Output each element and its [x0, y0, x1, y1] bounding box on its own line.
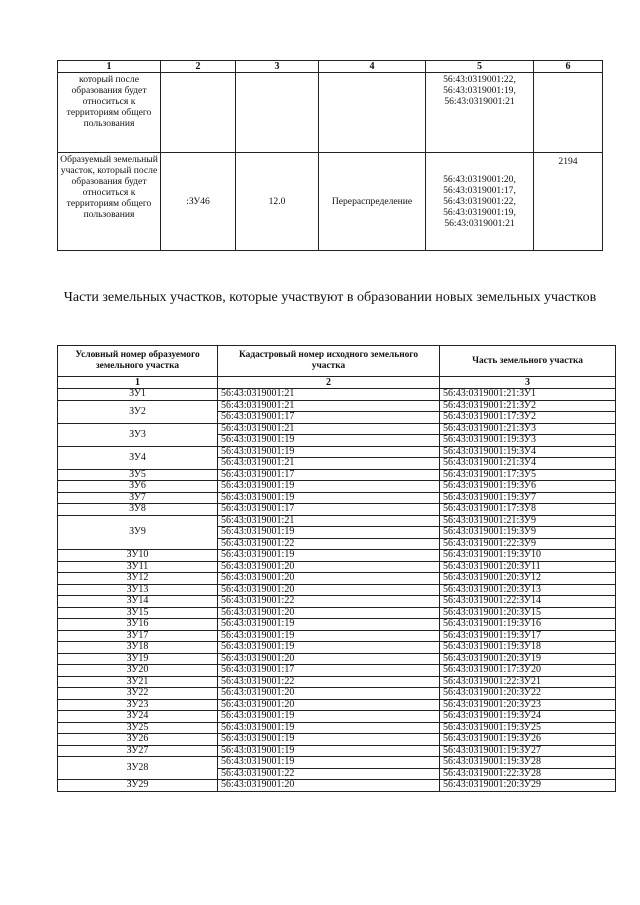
source-cadastral-numbers [426, 153, 534, 251]
source-cadastral-cell: 56:43:0319001:20 [218, 780, 440, 792]
col-number-2: 2 [218, 377, 440, 389]
source-cadastral-cell: 56:43:0319001:19 [218, 722, 440, 734]
table-row [58, 446, 616, 458]
table-row [58, 423, 616, 435]
land-part-cell: 56:43:0319001:19:ЗУ25 [440, 722, 616, 734]
col-number-5: 5 [426, 61, 534, 73]
plot-number-cell: ЗУ16 [58, 619, 218, 631]
land-part-cell: 56:43:0319001:22:ЗУ28 [440, 768, 616, 780]
plot-area: 12.0 [236, 153, 319, 251]
table-row [58, 596, 616, 608]
source-cadastral-numbers [426, 73, 534, 153]
land-part-cell: 56:43:0319001:21:ЗУ4 [440, 458, 616, 470]
table-row [58, 780, 616, 792]
plot-description: Образуемый земельный участок, который после образования будет относиться к территориям общего пользования [58, 153, 161, 251]
source-cadastral-cell: 56:43:0319001:19 [218, 446, 440, 458]
cadastral-number: 56:43:0319001:22, [443, 196, 516, 207]
land-part-cell: 56:43:0319001:19:ЗУ27 [440, 745, 616, 757]
source-cadastral-cell: 56:43:0319001:19 [218, 745, 440, 757]
land-part-cell: 56:43:0319001:21:ЗУ2 [440, 400, 616, 412]
source-cadastral-cell: 56:43:0319001:20 [218, 607, 440, 619]
plot-number-cell: ЗУ28 [58, 757, 218, 780]
table-row [58, 73, 603, 153]
table-row [58, 642, 616, 654]
table-row [58, 561, 616, 573]
table-row [58, 400, 616, 412]
source-cadastral-cell: 56:43:0319001:21 [218, 389, 440, 401]
table-row [58, 688, 616, 700]
plot-number-cell: ЗУ2 [58, 400, 218, 423]
table-row [58, 607, 616, 619]
col-number-3: 3 [236, 61, 319, 73]
table-row [58, 515, 616, 527]
land-part-cell: 56:43:0319001:21:ЗУ3 [440, 423, 616, 435]
plot-number-cell: ЗУ3 [58, 423, 218, 446]
plot-number-cell: ЗУ9 [58, 515, 218, 550]
table-row [58, 481, 616, 493]
source-cadastral-cell: 56:43:0319001:21 [218, 515, 440, 527]
cadastral-number: 56:43:0319001:19, [443, 207, 516, 218]
plot-number-cell: ЗУ20 [58, 665, 218, 677]
plot-number-cell: ЗУ21 [58, 676, 218, 688]
table-row [58, 573, 616, 585]
plot-value [534, 73, 603, 153]
source-cadastral-cell: 56:43:0319001:17 [218, 412, 440, 424]
source-cadastral-cell: 56:43:0319001:20 [218, 584, 440, 596]
land-part-cell: 56:43:0319001:19:ЗУ17 [440, 630, 616, 642]
plot-number-cell: ЗУ24 [58, 711, 218, 723]
land-part-cell: 56:43:0319001:19:ЗУ26 [440, 734, 616, 746]
plot-number-cell: ЗУ12 [58, 573, 218, 585]
plot-number-cell: ЗУ27 [58, 745, 218, 757]
source-cadastral-cell: 56:43:0319001:17 [218, 504, 440, 516]
table-row [58, 653, 616, 665]
land-part-cell: 56:43:0319001:20:ЗУ22 [440, 688, 616, 700]
table-row [58, 153, 603, 251]
plot-number-cell: ЗУ22 [58, 688, 218, 700]
header-row [58, 346, 616, 377]
header-plot-number: Условный номер образуемого земельного участка [58, 346, 218, 377]
cadastral-number: 56:43:0319001:22, [443, 74, 516, 85]
source-cadastral-cell: 56:43:0319001:20 [218, 573, 440, 585]
column-number-row [58, 377, 616, 389]
source-cadastral-cell: 56:43:0319001:20 [218, 653, 440, 665]
cadastral-number: 56:43:0319001:21 [444, 218, 515, 229]
table-row [58, 676, 616, 688]
land-parts-table [57, 345, 616, 792]
source-cadastral-cell: 56:43:0319001:17 [218, 469, 440, 481]
table-row [58, 504, 616, 516]
source-cadastral-cell: 56:43:0319001:17 [218, 665, 440, 677]
land-parts-body [58, 389, 616, 792]
land-part-cell: 56:43:0319001:19:ЗУ10 [440, 550, 616, 562]
plot-number-cell: ЗУ23 [58, 699, 218, 711]
land-part-cell: 56:43:0319001:17:ЗУ2 [440, 412, 616, 424]
header-land-part: Часть земельного участка [440, 346, 616, 377]
land-part-cell: 56:43:0319001:20:ЗУ29 [440, 780, 616, 792]
column-number-row [58, 61, 603, 73]
formation-method: Перераспределение [319, 153, 426, 251]
table-row [58, 492, 616, 504]
land-part-cell: 56:43:0319001:19:ЗУ6 [440, 481, 616, 493]
formation-method [319, 73, 426, 153]
plot-number-cell: ЗУ5 [58, 469, 218, 481]
land-part-cell: 56:43:0319001:20:ЗУ11 [440, 561, 616, 573]
plot-number-cell: ЗУ13 [58, 584, 218, 596]
land-part-cell: 56:43:0319001:21:ЗУ1 [440, 389, 616, 401]
section-title: Части земельных участков, которые участвуют в образовании новых земельных участков [63, 290, 597, 305]
land-part-cell: 56:43:0319001:17:ЗУ8 [440, 504, 616, 516]
col-number-6: 6 [534, 61, 603, 73]
source-cadastral-cell: 56:43:0319001:19 [218, 481, 440, 493]
land-part-cell: 56:43:0319001:20:ЗУ13 [440, 584, 616, 596]
plot-number-cell: ЗУ8 [58, 504, 218, 516]
land-part-cell: 56:43:0319001:17:ЗУ5 [440, 469, 616, 481]
plot-number-cell: ЗУ7 [58, 492, 218, 504]
source-cadastral-cell: 56:43:0319001:19 [218, 527, 440, 539]
land-part-cell: 56:43:0319001:19:ЗУ18 [440, 642, 616, 654]
plot-number-cell: ЗУ4 [58, 446, 218, 469]
plot-value: 2194 [534, 153, 603, 251]
source-cadastral-cell: 56:43:0319001:19 [218, 734, 440, 746]
table-row [58, 469, 616, 481]
source-cadastral-cell: 56:43:0319001:20 [218, 688, 440, 700]
source-cadastral-cell: 56:43:0319001:19 [218, 550, 440, 562]
table-row [58, 584, 616, 596]
cadastral-number: 56:43:0319001:20, [443, 174, 516, 185]
plot-number-cell: ЗУ15 [58, 607, 218, 619]
source-cadastral-cell: 56:43:0319001:19 [218, 630, 440, 642]
land-part-cell: 56:43:0319001:17:ЗУ20 [440, 665, 616, 677]
plot-area [236, 73, 319, 153]
land-part-cell: 56:43:0319001:20:ЗУ12 [440, 573, 616, 585]
plot-number-cell: ЗУ17 [58, 630, 218, 642]
plot-number [161, 73, 236, 153]
land-part-cell: 56:43:0319001:22:ЗУ9 [440, 538, 616, 550]
source-cadastral-cell: 56:43:0319001:22 [218, 676, 440, 688]
land-part-cell: 56:43:0319001:19:ЗУ3 [440, 435, 616, 447]
cadastral-number: 56:43:0319001:21 [444, 96, 515, 107]
table-row [58, 619, 616, 631]
source-cadastral-cell: 56:43:0319001:20 [218, 699, 440, 711]
plot-number-cell: ЗУ10 [58, 550, 218, 562]
plot-number-cell: ЗУ25 [58, 722, 218, 734]
formed-plots-table [57, 60, 603, 251]
land-part-cell: 56:43:0319001:19:ЗУ7 [440, 492, 616, 504]
land-part-cell: 56:43:0319001:20:ЗУ23 [440, 699, 616, 711]
table-row [58, 711, 616, 723]
plot-number-cell: ЗУ6 [58, 481, 218, 493]
land-part-cell: 56:43:0319001:19:ЗУ9 [440, 527, 616, 539]
land-part-cell: 56:43:0319001:22:ЗУ14 [440, 596, 616, 608]
table-row [58, 757, 616, 769]
plot-number-cell: ЗУ19 [58, 653, 218, 665]
source-cadastral-cell: 56:43:0319001:19 [218, 757, 440, 769]
table-row [58, 722, 616, 734]
land-part-cell: 56:43:0319001:19:ЗУ4 [440, 446, 616, 458]
source-cadastral-cell: 56:43:0319001:20 [218, 561, 440, 573]
land-part-cell: 56:43:0319001:19:ЗУ28 [440, 757, 616, 769]
table-row [58, 699, 616, 711]
source-cadastral-cell: 56:43:0319001:19 [218, 711, 440, 723]
source-cadastral-cell: 56:43:0319001:19 [218, 435, 440, 447]
land-part-cell: 56:43:0319001:22:ЗУ21 [440, 676, 616, 688]
table-row [58, 745, 616, 757]
cadastral-number: 56:43:0319001:19, [443, 85, 516, 96]
table-row [58, 389, 616, 401]
plot-number-cell: ЗУ14 [58, 596, 218, 608]
col-number-3: 3 [440, 377, 616, 389]
source-cadastral-cell: 56:43:0319001:21 [218, 458, 440, 470]
col-number-2: 2 [161, 61, 236, 73]
source-cadastral-cell: 56:43:0319001:21 [218, 400, 440, 412]
col-number-1: 1 [58, 61, 161, 73]
plot-description: который после образования будет относиться к территориям общего пользования [58, 73, 161, 153]
source-cadastral-cell: 56:43:0319001:22 [218, 538, 440, 550]
plot-number-cell: ЗУ18 [58, 642, 218, 654]
plot-number-cell: ЗУ29 [58, 780, 218, 792]
header-source-cadastral: Кадастровый номер исходного земельного участка [218, 346, 440, 377]
col-number-4: 4 [319, 61, 426, 73]
land-part-cell: 56:43:0319001:19:ЗУ16 [440, 619, 616, 631]
land-part-cell: 56:43:0319001:21:ЗУ9 [440, 515, 616, 527]
plot-number-cell: ЗУ26 [58, 734, 218, 746]
land-part-cell: 56:43:0319001:20:ЗУ19 [440, 653, 616, 665]
cadastral-number: 56:43:0319001:17, [443, 185, 516, 196]
land-part-cell: 56:43:0319001:19:ЗУ24 [440, 711, 616, 723]
source-cadastral-cell: 56:43:0319001:22 [218, 768, 440, 780]
table-row [58, 734, 616, 746]
table-row [58, 550, 616, 562]
plot-number: :ЗУ46 [161, 153, 236, 251]
plot-number-cell: ЗУ11 [58, 561, 218, 573]
source-cadastral-cell: 56:43:0319001:19 [218, 492, 440, 504]
source-cadastral-cell: 56:43:0319001:22 [218, 596, 440, 608]
source-cadastral-cell: 56:43:0319001:19 [218, 619, 440, 631]
land-part-cell: 56:43:0319001:20:ЗУ15 [440, 607, 616, 619]
source-cadastral-cell: 56:43:0319001:21 [218, 423, 440, 435]
table-row [58, 665, 616, 677]
source-cadastral-cell: 56:43:0319001:19 [218, 642, 440, 654]
table-row [58, 630, 616, 642]
plot-number-cell: ЗУ1 [58, 389, 218, 401]
col-number-1: 1 [58, 377, 218, 389]
